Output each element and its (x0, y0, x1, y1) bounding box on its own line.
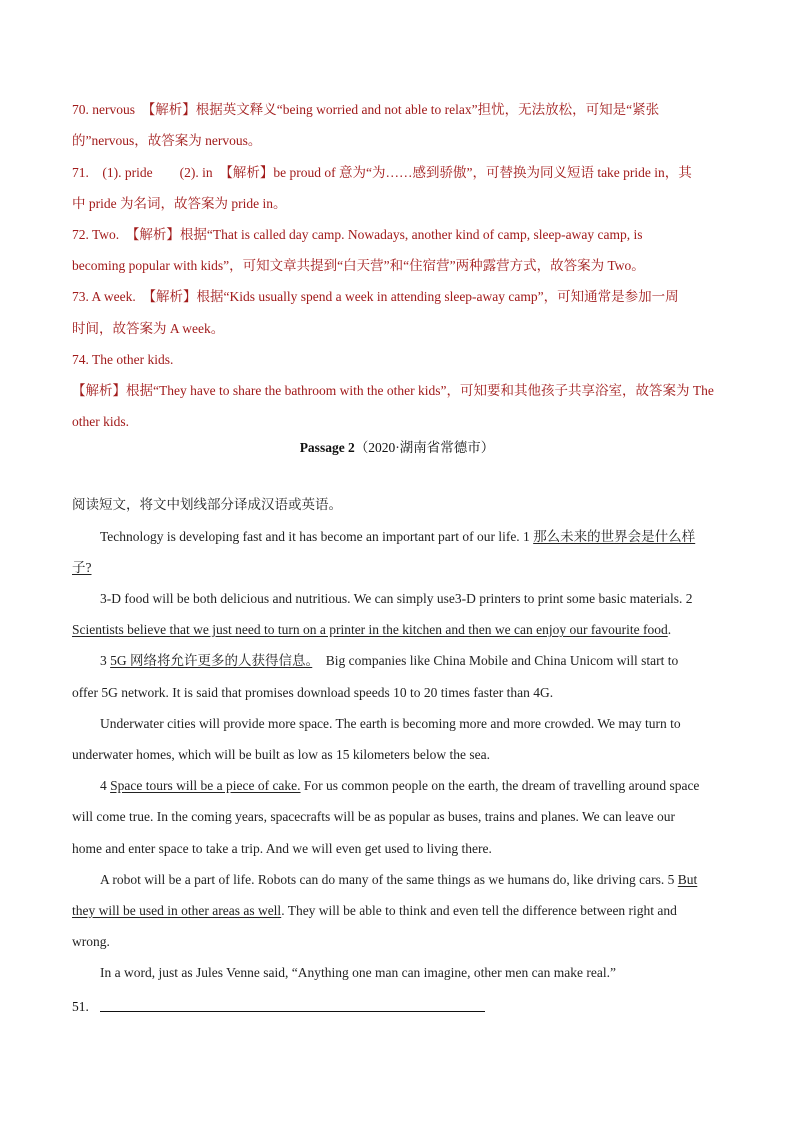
paragraph-3-text: Big companies like China Mobile and China Unicom will start to (312, 653, 679, 668)
answer-74-line1: 74. The other kids. (72, 352, 174, 367)
paragraph-5-line1 (100, 777, 724, 795)
paragraph-3-line1 (100, 652, 724, 670)
paragraph-1-text: Technology is developing fast and it has become an important part of our life. 1 (100, 529, 534, 544)
paragraph-6-text: A robot will be a part of life. Robots can do many of the same things as we humans do, like driving cars. 5 (100, 872, 678, 887)
passage-title-source: （2020·湖南省常德市） (354, 440, 495, 455)
instruction: 阅读短文，将文中划线部分译成汉语或英语。 (72, 497, 342, 512)
paragraph-6-text-cont: . They will be able to think and even tell the difference between right and (281, 903, 677, 918)
paragraph-4-line2: underwater homes, which will be built as low as 15 kilometers below the sea. (72, 747, 491, 762)
underlined-sentence-5-cont: they will be used in other areas as well (72, 903, 282, 918)
paragraph-6-line1 (100, 871, 724, 889)
paragraph-6-line3: wrong. (72, 934, 110, 949)
paragraph-5-text: For us common people on the earth, the dream of travelling around space (300, 778, 700, 793)
paragraph-6-line2 (72, 902, 724, 920)
paragraph-3-line2: offer 5G network. It is said that promises download speeds 10 to 20 times faster than 4G. (72, 685, 554, 700)
paragraph-2-line2 (72, 621, 724, 639)
answer-70-line2: 的”nervous，故答案为 nervous。 (72, 133, 262, 148)
underlined-sentence-2: Scientists believe that we just need to turn on a printer in the kitchen and then we can enjoy our favourite food (72, 622, 668, 637)
answer-72-line2: becoming popular with kids”，可知文章共提到“白天营”和“住宿营”两种露营方式，故答案为 Two。 (72, 258, 645, 273)
paragraph-5-line2: will come true. In the coming years, spacecrafts will be as popular as buses, trains and planes. We can leave our (72, 809, 675, 824)
answer-74-line3: other kids. (72, 414, 129, 429)
paragraph-2-line1: 3-D food will be both delicious and nutritious. We can simply use3-D printers to print some basic materials. 2 (100, 591, 693, 606)
underlined-sentence-4: Space tours will be a piece of cake. (110, 778, 301, 793)
answer-73-line1: 73. A week. 【解析】根据“Kids usually spend a week in attending sleep-away camp”，可知通常是参加一周 (72, 289, 679, 304)
underlined-sentence-5: But (677, 872, 698, 887)
paragraph-1-line2 (72, 559, 724, 577)
answer-71-line2: 中 pride 为名词，故答案为 pride in。 (72, 196, 287, 211)
underlined-sentence-1: 那么未来的世界会是什么样 (533, 529, 696, 544)
paragraph-2-end: . (667, 622, 672, 637)
paragraph-4-line1: Underwater cities will provide more space. The earth is becoming more and more crowded. We may turn to (100, 716, 681, 731)
paragraph-7: In a word, just as Jules Venne said, “Anything one man can imagine, other men can make real.” (100, 965, 616, 980)
passage-title (0, 439, 794, 457)
sentence-3-number: 3 (100, 653, 111, 668)
paragraph-1-line1 (100, 528, 724, 546)
answer-blank-51[interactable] (100, 1011, 485, 1012)
paragraph-5-line3: home and enter space to take a trip. And we will even get used to living there. (72, 841, 492, 856)
answer-71-line1: 71. (1). pride (2). in 【解析】be proud of 意为“为……感到骄傲”，可替换为同义短语 take pride in，其 (72, 165, 692, 180)
answer-72-line1: 72. Two. 【解析】根据“That is called day camp. Nowadays, another kind of camp, sleep-away camp, is (72, 227, 643, 242)
answer-70-line1: 70. nervous 【解析】根据英文释义“being worried and not able to relax”担忧，无法放松，可知是“紧张 (72, 102, 660, 117)
underlined-sentence-1-cont: 子? (72, 560, 92, 575)
answer-73-line2: 时间，故答案为 A week。 (72, 321, 225, 336)
passage-title-bold: Passage 2 (299, 440, 355, 455)
question-51-number: 51. (72, 999, 89, 1014)
sentence-4-number: 4 (100, 778, 111, 793)
answer-74-line2: 【解析】根据“They have to share the bathroom with the other kids”，可知要和其他孩子共享浴室，故答案为 The (72, 383, 714, 398)
underlined-sentence-3: 5G 网络将允许更多的人获得信息。 (110, 653, 313, 668)
